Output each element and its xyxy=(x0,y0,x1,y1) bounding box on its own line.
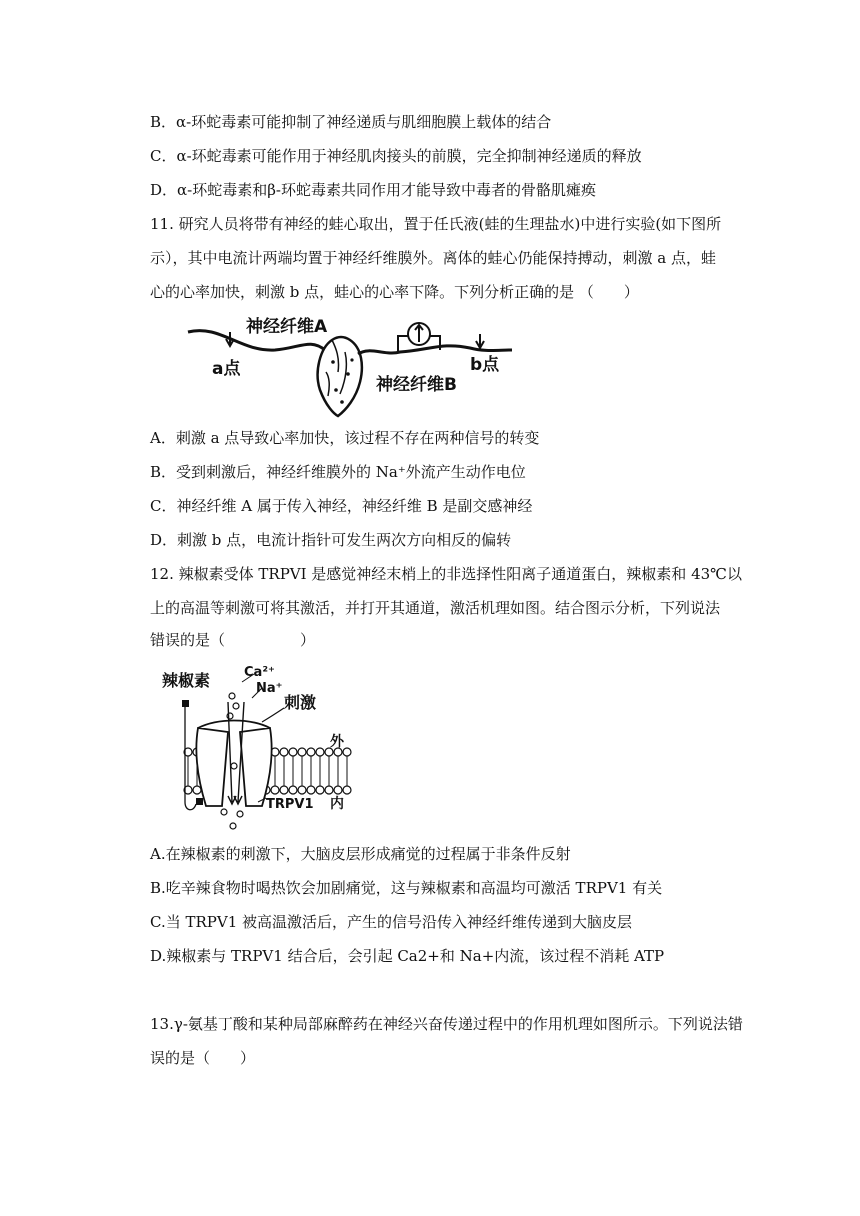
frog-heart-icon xyxy=(318,337,362,416)
q10-option-d: D．α-环蛇毒素和β-环蛇毒素共同作用才能导致中毒者的骨骼肌瘫痪 xyxy=(150,181,596,199)
label-a-point: a点 xyxy=(212,359,241,379)
label-b-point: b点 xyxy=(470,355,500,375)
label-ca-ion: Ca²⁺ xyxy=(244,665,275,680)
q11-option-c: C．神经纤维 A 属于传入神经，神经纤维 B 是副交感神经 xyxy=(150,497,533,515)
q11-option-a: A．刺激 a 点导致心率加快，该过程不存在两种信号的转变 xyxy=(150,429,540,447)
bound-capsaicin-square xyxy=(196,798,203,805)
label-fiber-a: 神经纤维A xyxy=(246,317,328,337)
q13-stem-line2: 误的是（ ） xyxy=(150,1049,256,1067)
label-stimulus: 刺激 xyxy=(284,693,317,712)
q11-option-d: D．刺激 b 点，电流计指针可发生两次方向相反的偏转 xyxy=(150,531,512,549)
q11-stem-line3: 心的心率加快，刺激 b 点，蛙心的心率下降。下列分析正确的是 （ ） xyxy=(150,283,639,301)
stimulus-arrow-b xyxy=(476,334,484,348)
nerve-fiber-b xyxy=(358,346,512,354)
q12-stem-line2: 上的高温等刺激可将其激活，并打开其通道，激活机理如图。结合图示分析，下列说法 xyxy=(150,599,721,617)
label-na-ion: Na⁺ xyxy=(256,681,283,696)
q12-option-c: C.当 TRPV1 被高温激活后，产生的信号沿传入神经纤维传递到大脑皮层 xyxy=(150,913,633,931)
q12-option-b: B.吃辛辣食物时喝热饮会加剧痛觉，这与辣椒素和高温均可激活 TRPV1 有关 xyxy=(150,879,663,897)
q10-option-b: B．α-环蛇毒素可能抑制了神经递质与肌细胞膜上载体的结合 xyxy=(150,113,552,131)
q11-stem-line1: 11. 研究人员将带有神经的蛙心取出，置于任氏液(蛙的生理盐水)中进行实验(如下图所 xyxy=(150,215,722,233)
q11-frog-heart-figure xyxy=(180,312,520,420)
q12-trpv1-figure xyxy=(158,662,363,832)
q11-option-b: B．受到刺激后，神经纤维膜外的 Na⁺外流产生动作电位 xyxy=(150,463,526,481)
q10-option-c: C．α-环蛇毒素可能作用于神经肌肉接头的前膜，完全抑制神经递质的释放 xyxy=(150,147,642,165)
q12-option-a: A.在辣椒素的刺激下，大脑皮层形成痛觉的过程属于非条件反射 xyxy=(150,845,571,863)
label-inside: 内 xyxy=(330,796,344,812)
label-trpv1: TRPV1 xyxy=(266,797,314,812)
q12-stem-line1: 12. 辣椒素受体 TRPVI 是感觉神经末梢上的非选择性阳离子通道蛋白，辣椒素和 43℃以 xyxy=(150,565,742,583)
label-fiber-b: 神经纤维B xyxy=(376,375,457,395)
q12-option-d: D.辣椒素与 TRPV1 结合后，会引起 Ca2+和 Na+内流，该过程不消耗 ATP xyxy=(150,947,665,965)
label-capsaicin: 辣椒素 xyxy=(162,671,211,690)
q12-stem-line3: 错误的是（ ） xyxy=(150,631,316,649)
capsaicin-square xyxy=(182,700,189,707)
label-outside: 外 xyxy=(330,734,344,750)
q13-stem-line1: 13.γ-氨基丁酸和某种局部麻醉药在神经兴奋传递过程中的作用机理如图所示。下列说法错 xyxy=(150,1015,743,1033)
q11-stem-line2: 示），其中电流计两端均置于神经纤维膜外。离体的蛙心仍能保持搏动，刺激 a 点，蛙 xyxy=(150,249,716,267)
